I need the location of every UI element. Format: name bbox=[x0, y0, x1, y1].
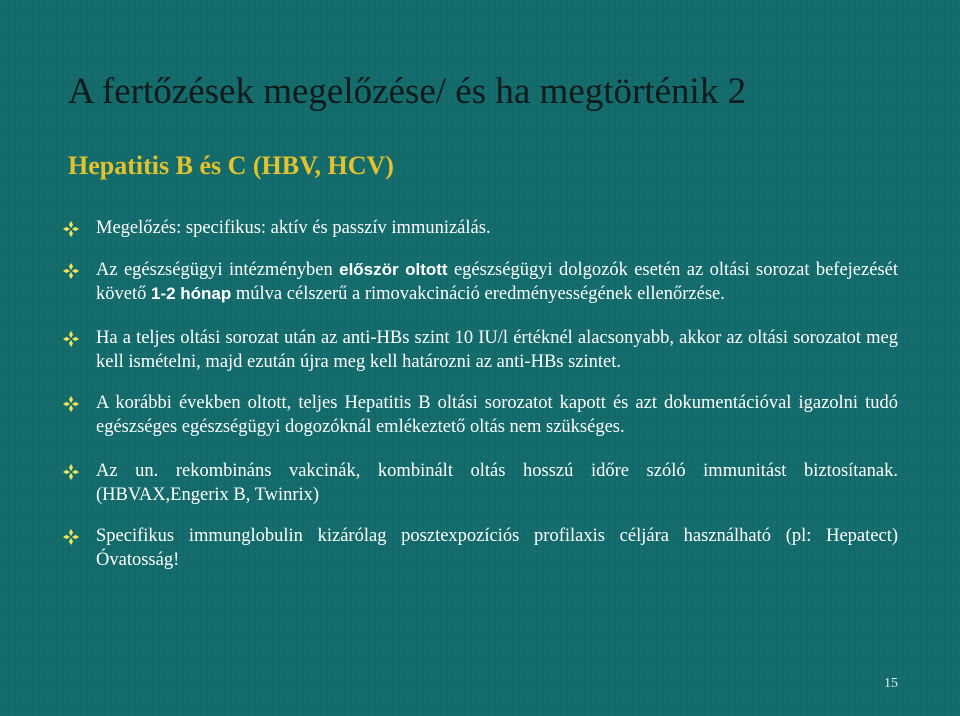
diamond-bullet-icon bbox=[62, 262, 80, 280]
bullet-item-recombinant bbox=[62, 459, 898, 507]
diamond-bullet-icon bbox=[62, 463, 80, 481]
bullet-item-anti-hbs bbox=[62, 326, 898, 374]
diamond-bullet-icon bbox=[62, 395, 80, 413]
bullet-list bbox=[62, 216, 898, 572]
slide-title: A fertőzések megelőzése/ és ha megtörténik 2 bbox=[68, 71, 747, 112]
bullet-text-emphasis: 1-2 hónap bbox=[150, 284, 232, 303]
diamond-bullet-icon bbox=[62, 220, 80, 238]
bullet-item-booster bbox=[62, 391, 898, 439]
diamond-bullet-icon bbox=[62, 330, 80, 348]
bullet-text: Specifikus immunglobulin kizárólag posztexpozíciós profilaxis céljára használható (pl: Hepatect) Óvatosság! bbox=[96, 526, 898, 570]
bullet-text-part: múlva célszerű a rimovakcináció eredményességének ellenőrzése. bbox=[231, 284, 725, 304]
bullet-text: Az un. rekombináns vakcinák, kombinált oltás hosszú időre szóló immunitást biztosítanak.(HBVAX,Engerix B, Twinrix) bbox=[96, 461, 898, 505]
bullet-text: Ha a teljes oltási sorozat után az anti-HBs szint 10 IU/l értéknél alacsonyabb, akkor az oltási sorozatot meg kell ismételni, majd ezután újra meg kell határozni az anti-HBs szintet. bbox=[96, 328, 898, 372]
page-number: 15 bbox=[884, 676, 898, 691]
bullet-item-first-vaccinated bbox=[62, 258, 898, 306]
diamond-bullet-icon bbox=[62, 528, 80, 546]
slide-subtitle: Hepatitis B és C (HBV, HCV) bbox=[68, 151, 394, 180]
bullet-text: Megelőzés: specifikus: aktív és passzív immunizálás. bbox=[96, 218, 491, 238]
bullet-item-immunoglobulin bbox=[62, 524, 898, 572]
bullet-text-emphasis: először oltott bbox=[339, 260, 448, 279]
bullet-text-part: Az egészségügyi intézményben bbox=[96, 260, 340, 280]
bullet-item-prevention bbox=[62, 216, 898, 240]
bullet-text: A korábbi években oltott, teljes Hepatitis B oltási sorozatot kapott és azt dokumentációval igazolni tudó egészséges egészségügyi dogozóknál emlékeztető oltás nem szükséges. bbox=[96, 393, 898, 437]
bullet-text-part: egészségügyi dolgozók esetén az oltási sorozat befejezését követő bbox=[96, 260, 898, 304]
